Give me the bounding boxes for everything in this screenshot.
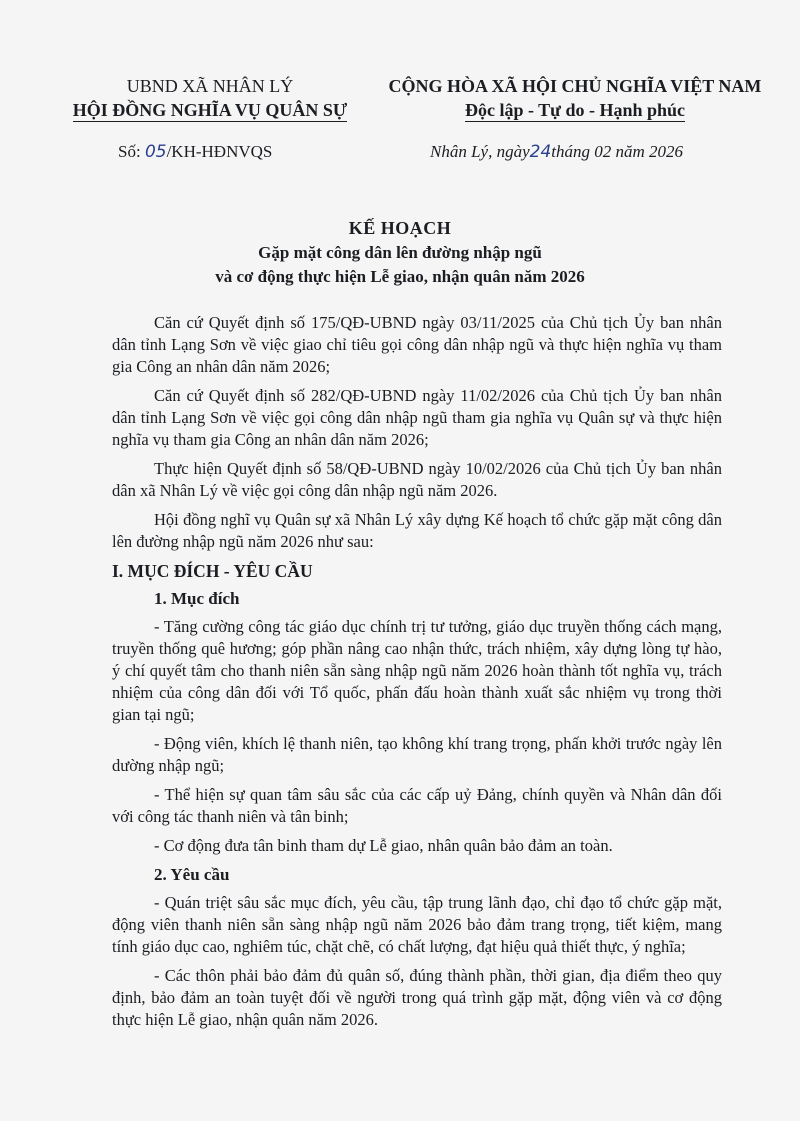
national-header (370, 74, 780, 122)
requirement-item-1: - Quán triệt sâu sắc mục đích, yêu cầu, tập trung lãnh đạo, chỉ đạo tổ chức gặp mặt, động viên thanh niên sẵn sàng nhập ngũ năm 2026 bảo đảm trang trọng, tiết kiệm, mang tính giáo dục cao, nghiêm túc, chặt chẽ, có chất lượng, đạt hiệu quả thiết thực, ý nghĩa; (112, 893, 722, 956)
paragraph-basis-1: Căn cứ Quyết định số 175/QĐ-UBND ngày 03/11/2025 của Chủ tịch Ủy ban nhân dân tỉnh Lạng Sơn về việc giao chỉ tiêu gọi công dân nhập ngũ và thực hiện nghĩa vụ tham gia Công an nhân dân năm 2026; (112, 313, 722, 376)
paragraph-basis-3: Thực hiện Quyết định số 58/QĐ-UBND ngày 10/02/2026 của Chủ tịch Ủy ban nhân dân xã Nhân Lý về việc gọi công dân nhập ngũ năm 2026. (112, 459, 722, 500)
title-line-2: và cơ động thực hiện Lễ giao, nhận quân năm 2026 (215, 267, 585, 286)
national-motto (370, 98, 780, 122)
title-main: KẾ HOẠCH (348, 218, 452, 238)
section-heading-1: I. MỤC ĐÍCH - YÊU CẦU (112, 561, 313, 581)
document-number (118, 142, 272, 162)
national-title: CỘNG HÒA XÃ HỘI CHỦ NGHĨA VIỆT NAM (388, 76, 762, 96)
subsection-heading-purpose: 1. Mục đích (154, 589, 240, 608)
national-motto-text: Độc lập - Tự do - Hạnh phúc (464, 100, 686, 120)
issuer-header (40, 74, 380, 122)
subsection-heading-requirements: 2. Yêu cầu (154, 865, 230, 884)
date-prefix: Nhân Lý, ngày (430, 142, 530, 161)
issuer-council (40, 98, 380, 122)
document-title (0, 215, 800, 289)
issuer-council-text: HỘI ĐỒNG NGHĨA VỤ QUÂN SỰ (72, 100, 348, 120)
document-body (112, 312, 722, 1038)
purpose-item-3: - Thể hiện sự quan tâm sâu sắc của các cấp uỷ Đảng, chính quyền và Nhân dân đối với công tác thanh niên và tân binh; (112, 785, 722, 826)
doc-number-suffix: /KH-HĐNVQS (166, 142, 273, 161)
doc-number-prefix: Số: (118, 142, 141, 161)
purpose-item-1: - Tăng cường công tác giáo dục chính trị tư tưởng, giáo dục truyền thống cách mạng, truyền thống quê hương; góp phần nâng cao nhận thức, trách nhiệm, xây dựng lòng tự hào, ý chí quyết tâm cho thanh niên sẵn sàng nhập ngũ năm 2026 hoàn thành tốt nghĩa vụ, trách nhiệm của công dân đối với Tổ quốc, phấn đấu hoàn thành xuất sắc nhiệm vụ trong thời gian tại ngũ; (112, 617, 722, 724)
date-day-handwritten: 24 (529, 142, 552, 162)
paragraph-basis-2: Căn cứ Quyết định số 282/QĐ-UBND ngày 11/02/2026 của Chủ tịch Ủy ban nhân dân tỉnh Lạng Sơn về việc gọi công dân nhập ngũ tham gia nghĩa vụ Quân sự và thực hiện nghĩa vụ tham gia Công an nhân dân năm 2026; (112, 386, 722, 449)
paragraph-intro: Hội đồng nghĩ vụ Quân sự xã Nhân Lý xây dựng Kế hoạch tổ chức gặp mặt công dân lên đường nhập ngũ năm 2026 như sau: (112, 510, 722, 551)
purpose-item-4: - Cơ động đưa tân binh tham dự Lễ giao, nhân quân bảo đảm an toàn. (154, 836, 613, 855)
date-suffix: tháng 02 năm 2026 (551, 142, 684, 161)
requirement-item-2: - Các thôn phải bảo đảm đủ quân số, đúng thành phần, thời gian, địa điểm theo quy định, bảo đảm an toàn tuyệt đối về người trong quá trình gặp mặt, động viên và cơ động thực hiện Lễ giao, nhận quân năm 2026. (112, 966, 722, 1029)
purpose-item-2: - Động viên, khích lệ thanh niên, tạo không khí trang trọng, phấn khởi trước ngày lên dường nhập ngũ; (112, 734, 722, 775)
title-line-1: Gặp mặt công dân lên đường nhập ngũ (258, 243, 542, 262)
doc-number-handwritten: 05 (144, 142, 167, 162)
issuer-name: UBND XÃ NHÂN LÝ (126, 76, 294, 96)
document-date (430, 142, 683, 162)
